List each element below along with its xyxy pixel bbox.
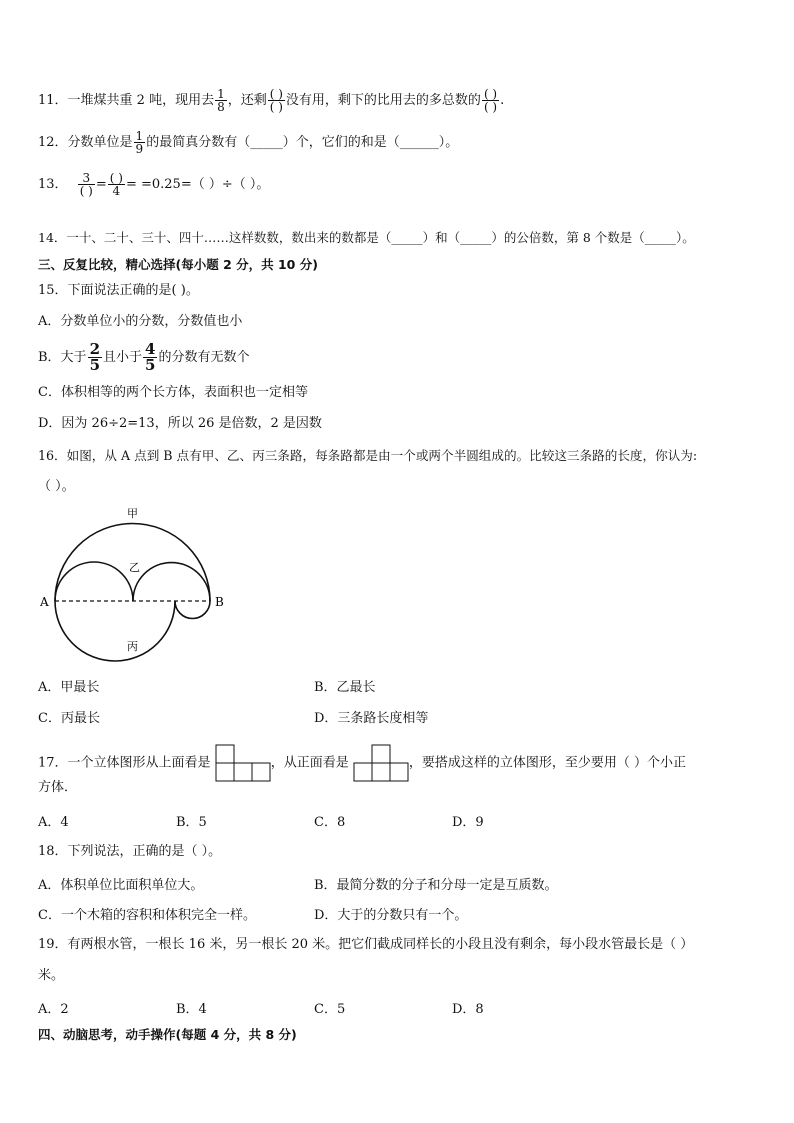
- q13-rest: = =0.25=（ ）÷（ ）。: [125, 177, 270, 192]
- path-bing-large: [55, 601, 175, 661]
- question-13: [38, 172, 269, 197]
- section-4-heading: 四、动脑思考，动手操作(每题 4 分，共 8 分): [38, 1027, 297, 1042]
- q15-option-d: D．因为 26÷2=13，所以 26 是倍数，2 是因数: [38, 416, 322, 431]
- path-yi-right: [133, 563, 210, 601]
- q12-text-2: 的最简真分数有（_____）个，它们的和是（______）。: [146, 135, 459, 150]
- front-view-icon: [353, 744, 409, 782]
- q17-option-c: C．8: [314, 815, 346, 830]
- label-jia: 甲: [127, 507, 138, 520]
- question-19-stem: 19．有两根水管，一根长 16 米，另一根长 20 米。把它们截成同样长的小段且没有剩余，每小段水管最长是（ ）: [38, 937, 694, 952]
- q16-option-c: C．丙最长: [38, 711, 100, 726]
- q15-option-c: C．体积相等的两个长方体，表面积也一定相等: [38, 385, 308, 400]
- fraction-numerator: 1: [217, 87, 225, 101]
- q18-option-d: D．大于的分数只有一个。: [314, 908, 468, 923]
- section-3-heading: 三、反复比较，精心选择(每小题 2 分，共 10 分): [38, 257, 318, 272]
- q19-option-c: C．5: [314, 1002, 346, 1017]
- q11-text-1: 11．一堆煤共重 2 吨，现用去: [38, 93, 215, 108]
- fraction-2-5: $\frac{2}{5}$: [89, 340, 100, 374]
- label-yi: 乙: [129, 561, 140, 574]
- q16-option-b: B．乙最长: [314, 680, 376, 695]
- q15-option-a: A．分数单位小的分数，分数值也小: [38, 314, 243, 329]
- path-yi-left: [55, 562, 133, 601]
- q16-semicircle-figure: [30, 500, 230, 668]
- fraction-1-9: $\frac{1}{9}$: [135, 129, 144, 156]
- q17-option-d: D．9: [452, 815, 484, 830]
- label-bing: 丙: [127, 640, 138, 653]
- question-15-stem: 15．下面说法正确的是( )。: [38, 283, 199, 298]
- question-11: [38, 88, 504, 113]
- q19-stem-continuation: 米。: [38, 968, 65, 983]
- q18-option-a: A．体积单位比面积单位大。: [38, 878, 204, 893]
- q11-text-3: 没有用，剩下的比用去的多总数的: [285, 93, 481, 108]
- fraction-3-blank: $\frac{3}{( )}$: [79, 171, 93, 198]
- question-12: [38, 130, 458, 155]
- q11-text-4: .: [500, 93, 505, 108]
- q13-equals: =: [95, 177, 107, 192]
- question-14: 14．一十、二十、三十、四十……这样数数，数出来的数都是（_____）和（_____）的公倍数，第 8 个数是（_____）。: [38, 230, 695, 245]
- fraction-blank-4: $\frac{( )}{4}$: [109, 171, 123, 198]
- q17-option-b: B．5: [176, 815, 207, 830]
- q16-answer-blank: （ ）。: [38, 479, 75, 494]
- q17-option-a: A．4: [38, 815, 69, 830]
- blank-fraction: $\frac{( )}{( )}$: [483, 87, 498, 114]
- fraction-denominator: 8: [217, 100, 225, 114]
- q16-option-d: D．三条路长度相等: [314, 711, 429, 726]
- question-17-stem: 17．一个立体图形从上面看是 ，从正面看是 ，要搭成这样的立体图形，至少要用（ ）个小正: [38, 744, 686, 782]
- fraction-1-8: [215, 88, 227, 113]
- question-18-stem: 18．下列说法，正确的是（ ）。: [38, 844, 222, 859]
- q16-option-a: A．甲最长: [38, 680, 100, 695]
- q11-text-2: ，还剩: [227, 93, 267, 108]
- q12-text-1: 12．分数单位是: [38, 135, 133, 150]
- top-view-icon: [215, 744, 271, 782]
- q15-option-b: B．大于 $\frac{2}{5}$ 且小于 $\frac{4}{5}$ 的分数有无数个: [38, 340, 250, 374]
- q19-option-b: B．4: [176, 1002, 207, 1017]
- q19-option-d: D．8: [452, 1002, 484, 1017]
- label-point-b: B: [215, 595, 224, 609]
- blank-fraction: $\frac{( )}{( )}$: [269, 87, 283, 114]
- q19-option-a: A．2: [38, 1002, 69, 1017]
- path-bing-small: [175, 601, 210, 619]
- question-16-stem: 16．如图，从 A 点到 B 点有甲、乙、丙三条路，每条路都是由一个或两个半圆组成的。比较这三条路的长度，你认为:: [38, 448, 698, 463]
- q18-option-b: B．最简分数的分子和分母一定是互质数。: [314, 878, 558, 893]
- label-point-a: A: [40, 595, 49, 609]
- q17-stem-continuation: 方体．: [38, 780, 78, 795]
- q18-option-c: C．一个木箱的容积和体积完全一样。: [38, 908, 256, 923]
- q13-prefix: 13．: [38, 177, 68, 192]
- fraction-4-5: $\frac{4}{5}$: [145, 340, 156, 374]
